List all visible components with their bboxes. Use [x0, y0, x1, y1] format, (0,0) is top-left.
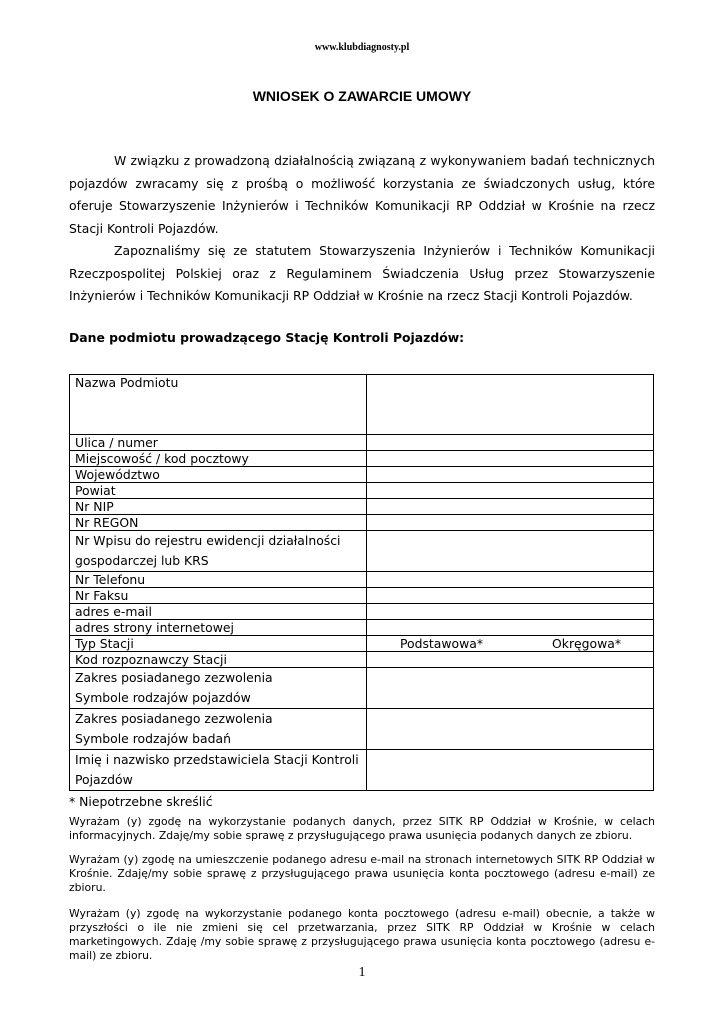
table-row — [70, 636, 654, 652]
section-heading: Dane podmiotu prowadzącego Stację Kontroli Pojazdów: — [69, 330, 465, 345]
field-station-type — [367, 636, 654, 652]
footnote: * Niepotrzebne skreślić — [69, 794, 213, 809]
table-row — [70, 375, 654, 435]
label-permit-test-types — [70, 709, 367, 750]
applicant-data-table — [69, 374, 654, 791]
table-row — [70, 750, 654, 791]
label-regon: Nr REGON — [70, 515, 367, 531]
label-city-postal: Miejscowość / kod pocztowy — [70, 451, 367, 467]
label-station-representative — [70, 750, 367, 791]
option-basic-station[interactable]: Podstawowa* — [400, 636, 484, 651]
header-url: www.klubdiagnosty.pl — [314, 42, 410, 53]
table-row — [70, 709, 654, 750]
label-email: adres e-mail — [70, 604, 367, 620]
field-permit-test-types[interactable] — [367, 709, 654, 750]
label-registry-line2: gospodarczej lub KRS — [75, 553, 209, 568]
label-website: adres strony internetowej — [70, 620, 367, 636]
label-permit-test-types-line2: Symbole rodzajów badań — [75, 731, 231, 746]
intro-paragraph-1: W związku z prowadzoną działalnością związaną z wykonywaniem badań technicznych pojazdów zwracamy się z prośbą o możliwość korzystania ze świadczonych usług, które oferuje Stowarzyszenie Inżynierów i Techników Komunikacji RP Oddział w Krośnie na rzecz Stacji Kontroli Pojazdów. — [69, 153, 655, 236]
label-voivodeship: Województwo — [70, 467, 367, 483]
label-registry-line1: Nr Wpisu do rejestru ewidencji działalności — [75, 533, 341, 548]
field-station-code[interactable] — [367, 652, 654, 668]
field-fax[interactable] — [367, 588, 654, 604]
option-district-station[interactable]: Okręgowa* — [552, 636, 622, 651]
field-voivodeship[interactable] — [367, 467, 654, 483]
table-row — [70, 435, 654, 451]
label-county: Powiat — [70, 483, 367, 499]
field-entity-name[interactable] — [367, 375, 654, 435]
consent-paragraph-2: Wyrażam (y) zgodę na umieszczenie podanego adresu e-mail na stronach internetowych SITK RP Oddział w Krośnie. Zdaję/my sobie sprawę z przysługującego prawa usunięcia konta pocztowego (adresu e-mail) ze zbioru. — [69, 853, 655, 894]
field-street[interactable] — [367, 435, 654, 451]
label-station-code: Kod rozpoznawczy Stacji — [70, 652, 367, 668]
field-registry[interactable] — [367, 531, 654, 572]
label-permit-vehicle-types — [70, 668, 367, 709]
table-row — [70, 588, 654, 604]
label-permit-vehicle-types-line2: Symbole rodzajów pojazdów — [75, 690, 251, 705]
table-row — [70, 652, 654, 668]
label-phone: Nr Telefonu — [70, 572, 367, 588]
label-permit-test-types-line1: Zakres posiadanego zezwolenia — [75, 711, 273, 726]
document-title: WNIOSEK O ZAWARCIE UMOWY — [252, 88, 472, 104]
field-county[interactable] — [367, 483, 654, 499]
label-registry — [70, 531, 367, 572]
table-row — [70, 515, 654, 531]
label-permit-vehicle-types-line1: Zakres posiadanego zezwolenia — [75, 670, 273, 685]
consent-paragraph-1: Wyrażam (y) zgodę na wykorzystanie podanych danych, przez SITK RP Oddział w Krośnie, w celach informacyjnych. Zdaję/my sobie sprawę z przysługującego prawa usunięcia podanych danych ze zbioru. — [69, 815, 655, 842]
consent-paragraph-3: Wyrażam (y) zgodę na wykorzystanie podanego konta pocztowego (adresu e-mail) obecnie, a także w przyszłości o ile nie zmieni się cel przetwarzania, przez SITK RP Oddział w Krośnie w celach marketingowych. Zdaję /my sobie sprawę z przysługującego prawa usunięcia konta pocztowego (adresu e-mail) ze zbioru. — [69, 907, 655, 962]
table-row — [70, 604, 654, 620]
table-row — [70, 467, 654, 483]
intro-paragraph-2: Zapoznaliśmy się ze statutem Stowarzyszenia Inżynierów i Techników Komunikacji Rzeczpospolitej Polskiej oraz z Regulaminem Świadczenia Usług przez Stowarzyszenie Inżynierów i Techników Komunikacji RP Oddział w Krośnie na rzecz Stacji Kontroli Pojazdów. — [69, 243, 655, 303]
field-email[interactable] — [367, 604, 654, 620]
field-phone[interactable] — [367, 572, 654, 588]
table-row — [70, 531, 654, 572]
table-row — [70, 620, 654, 636]
label-station-representative-line1: Imię i nazwisko przedstawiciela Stacji Kontroli — [75, 752, 359, 767]
label-street: Ulica / numer — [70, 435, 367, 451]
label-station-type: Typ Stacji — [70, 636, 367, 652]
table-row — [70, 483, 654, 499]
field-permit-vehicle-types[interactable] — [367, 668, 654, 709]
label-fax: Nr Faksu — [70, 588, 367, 604]
field-website[interactable] — [367, 620, 654, 636]
page-number: 1 — [358, 965, 366, 980]
label-entity-name: Nazwa Podmiotu — [70, 375, 367, 435]
field-regon[interactable] — [367, 515, 654, 531]
table-row — [70, 572, 654, 588]
label-nip: Nr NIP — [70, 499, 367, 515]
table-row — [70, 668, 654, 709]
field-station-representative[interactable] — [367, 750, 654, 791]
label-station-representative-line2: Pojazdów — [75, 772, 133, 787]
table-row — [70, 451, 654, 467]
field-nip[interactable] — [367, 499, 654, 515]
table-row — [70, 499, 654, 515]
field-city-postal[interactable] — [367, 451, 654, 467]
